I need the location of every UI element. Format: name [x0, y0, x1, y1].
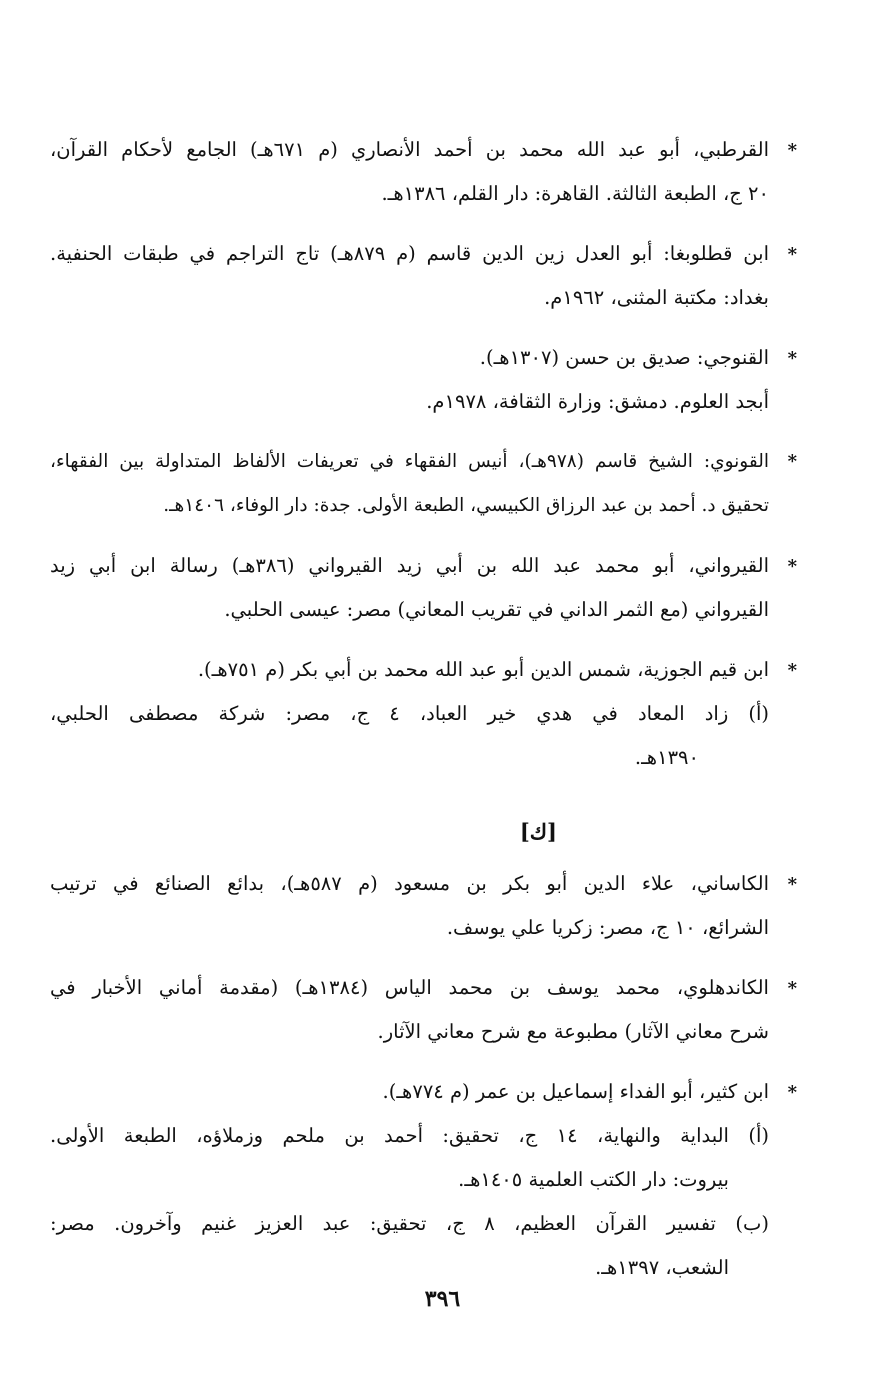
bibliography-entry-qunawi [50, 440, 797, 528]
entry-line [50, 544, 797, 588]
asterisk-bullet-icon: * [787, 451, 797, 472]
entry-line: (أ) البداية والنهاية، ١٤ ج، تحقيق: أحمد بن ملحم وزملاؤه، الطبعة الأولى. [50, 1124, 769, 1147]
entry-text: القرطبي، أبو عبد الله محمد بن أحمد الأنصاري (م ٦٧١هـ) الجامع لأحكام القرآن، [50, 138, 769, 161]
entry-line: القيرواني (مع الثمر الداني في تقريب المعاني) مصر: عيسى الحلبي. [224, 598, 769, 621]
asterisk-bullet-icon: * [787, 978, 797, 999]
sub-entry-bidaya [50, 1114, 797, 1202]
asterisk-bullet-icon: * [787, 140, 797, 161]
entry-line [50, 232, 797, 276]
bibliography-entry-kandahlawi [50, 966, 797, 1054]
entry-line: بغداد: مكتبة المثنى، ١٩٦٢م. [544, 286, 769, 309]
asterisk-bullet-icon: * [787, 556, 797, 577]
entry-line: الشعب، ١٣٩٧هـ. [595, 1256, 729, 1279]
asterisk-bullet-icon: * [787, 1082, 797, 1103]
entry-line [50, 440, 797, 484]
entry-line [50, 862, 797, 906]
entry-line: (ب) تفسير القرآن العظيم، ٨ ج، تحقيق: عبد العزيز غنيم وآخرون. مصر: [50, 1212, 769, 1235]
entry-line [50, 336, 797, 380]
entry-line: (أ) زاد المعاد في هدي خير العباد، ٤ ج، مصر: شركة مصطفى الحلبي، [50, 702, 769, 725]
entry-text: ابن كثير، أبو الفداء إسماعيل بن عمر (م ٧٧٤هـ). [382, 1080, 769, 1103]
bibliography-entry-qayrawani [50, 544, 797, 632]
asterisk-bullet-icon: * [787, 244, 797, 265]
entry-text: الكاندهلوي، محمد يوسف بن محمد الياس (١٣٨٤هـ) (مقدمة أماني الأخبار في [50, 976, 769, 999]
entry-line: تحقيق د. أحمد بن عبد الرزاق الكبيسي، الطبعة الأولى. جدة: دار الوفاء، ١٤٠٦هـ. [163, 495, 769, 516]
entry-line: بيروت: دار الكتب العلمية ١٤٠٥هـ. [458, 1168, 729, 1191]
entry-line: أبجد العلوم. دمشق: وزارة الثقافة، ١٩٧٨م. [426, 390, 769, 413]
page-number: ٣٩٦ [424, 1286, 461, 1312]
entry-line: شرح معاني الآثار) مطبوعة مع شرح معاني الآثار. [377, 1020, 769, 1043]
entry-text: ابن قيم الجوزية، شمس الدين أبو عبد الله محمد بن أبي بكر (م ٧٥١هـ). [197, 658, 769, 681]
entry-line [50, 648, 797, 692]
entry-line: الشرائع، ١٠ ج، مصر: زكريا علي يوسف. [446, 916, 769, 939]
bibliography-entry-ibn-qayyim [50, 648, 797, 780]
entry-text: القونوي: الشيخ قاسم (٩٧٨هـ)، أنيس الفقهاء في تعريفات الألفاظ المتداولة بين الفقهاء، [50, 451, 769, 472]
bibliography-entry-qannuji [50, 336, 797, 424]
entry-text: القيرواني، أبو محمد عبد الله بن أبي زيد القيرواني (٣٨٦هـ) رسالة ابن أبي زيد [50, 554, 770, 577]
entry-line: ١٣٩٠هـ. [634, 746, 699, 769]
sub-entry-zad-al-maad [50, 692, 797, 780]
bibliography-entry-ibn-qutlubugha [50, 232, 797, 320]
bibliography-entry-ibn-kathir [50, 1070, 797, 1290]
entry-line [50, 128, 797, 172]
section-heading-kaf: [ك] [519, 819, 557, 844]
bibliography-entry-kasani [50, 862, 797, 950]
sub-entry-tafsir [50, 1202, 797, 1290]
asterisk-bullet-icon: * [787, 660, 797, 681]
entry-line [50, 966, 797, 1010]
entry-line [50, 1070, 797, 1114]
entry-text: الكاساني، علاء الدين أبو بكر بن مسعود (م ٥٨٧هـ)، بدائع الصنائع في ترتيب [50, 872, 769, 895]
entry-line: ٢٠ ج، الطبعة الثالثة. القاهرة: دار القلم، ١٣٨٦هـ. [381, 182, 769, 205]
asterisk-bullet-icon: * [787, 874, 797, 895]
bibliography-entry-qurtubi [50, 128, 797, 216]
bibliography-page [50, 128, 797, 1306]
asterisk-bullet-icon: * [787, 348, 797, 369]
entry-text: القنوجي: صديق بن حسن (١٣٠٧هـ). [479, 346, 769, 369]
entry-text: ابن قطلوبغا: أبو العدل زين الدين قاسم (م ٨٧٩هـ) تاج التراجم في طبقات الحنفية. [50, 242, 769, 265]
